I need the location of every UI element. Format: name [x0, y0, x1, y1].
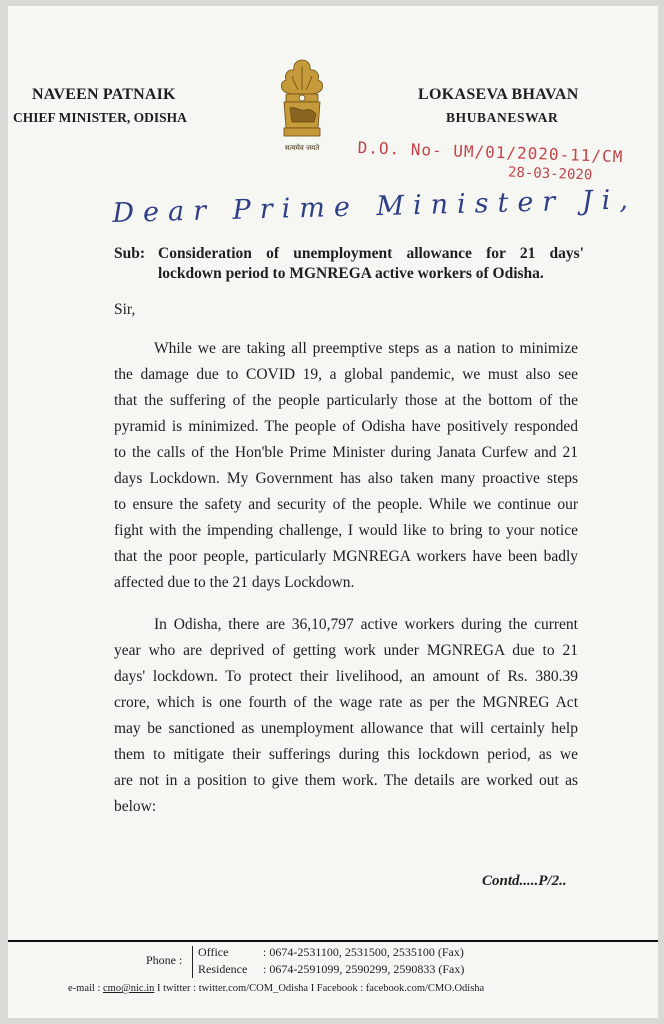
subject-block	[114, 244, 584, 284]
paragraph-line: affected due to the 21 days Lockdown.	[114, 574, 355, 591]
subject-lead: Sub:	[114, 245, 146, 262]
do-number-handwritten: D.O. No- UM/01/2020-11/CM	[357, 138, 624, 167]
paragraph-line: pyramid is minimized. The people of Odisha have positively responded	[114, 418, 578, 435]
paragraph-line: them to mitigate their sufferings during this lockdown period, as we	[114, 746, 578, 763]
phone-bracket	[192, 946, 193, 978]
paragraph-line: that the poor people, particularly MGNREGA workers have been badly	[114, 548, 578, 565]
paragraph-line: are not in a position to give them work. The details are worked out as	[114, 772, 578, 789]
paragraph-line: year who are deprived of getting work under MGNREGA due to 21	[114, 642, 578, 659]
letter-page	[8, 6, 658, 1018]
salutation-handwritten: Dear Prime Minister Ji,	[112, 184, 638, 229]
national-emblem-icon	[270, 56, 334, 156]
phone-label: Phone :	[146, 953, 183, 967]
social-links[interactable]: I twitter : twitter.com/COM_Odisha I Facebook : facebook.com/CMO.Odisha	[157, 983, 485, 994]
office-name: LOKASEVA BHAVAN	[418, 86, 579, 103]
paragraph-line: crore, which is one fourth of the wage rate as per the MGNREG Act	[114, 694, 578, 711]
continuation-note: Contd.....P/2..	[482, 873, 567, 889]
paragraph-line: that the suffering of the people particularly those at the bottom of the	[114, 392, 578, 409]
greeting: Sir,	[114, 301, 136, 318]
paragraph-line: In Odisha, there are 36,10,797 active workers during the current	[154, 616, 578, 633]
paragraph-line: to ensure the safety and security of the people. While we continue our	[114, 496, 578, 513]
letter-date-handwritten: 28-03-2020	[507, 164, 593, 184]
residence-phone-numbers: : 0674-2591099, 2590299, 2590833 (Fax)	[263, 962, 465, 976]
email-link[interactable]: cmo@nic.in	[103, 983, 155, 994]
paragraph-line: to the calls of the Hon'ble Prime Minister during Janata Curfew and 21	[114, 444, 578, 461]
residence-phone-label: Residence	[198, 962, 248, 976]
sender-title: CHIEF MINISTER, ODISHA	[13, 110, 187, 125]
footer-divider	[8, 940, 658, 942]
paragraph-line: While we are taking all preemptive steps as a nation to minimize	[154, 340, 578, 357]
paragraph-2	[114, 612, 578, 820]
paragraph-line: may be sanctioned as unemployment allowance that will certainly help	[114, 720, 578, 737]
contact-row	[68, 983, 484, 994]
office-phone-numbers: : 0674-2531100, 2531500, 2535100 (Fax)	[263, 945, 464, 959]
paragraph-line: days' lockdown. To protect their livelihood, an amount of Rs. 380.39	[114, 668, 578, 685]
subject-line-1: Consideration of unemployment allowance for 21 days'	[158, 245, 584, 262]
paragraph-line: below:	[114, 798, 157, 815]
office-city: BHUBANESWAR	[446, 110, 559, 125]
paragraph-line: fight with the impending challenge, I would like to bring to your notice	[114, 522, 578, 539]
subject-line-2: lockdown period to MGNREGA active workers of Odisha.	[158, 265, 544, 282]
emblem-motto: सत्यमेव जयते	[284, 144, 320, 152]
email-label: e-mail :	[68, 983, 101, 994]
sender-name: NAVEEN PATNAIK	[32, 86, 176, 103]
paragraph-line: the damage due to COVID 19, a global pandemic, we must also see	[114, 366, 578, 383]
paragraph-line: days Lockdown. My Government has also taken many proactive steps	[114, 470, 578, 487]
office-phone-label: Office	[198, 945, 229, 959]
paragraph-1	[114, 336, 578, 596]
